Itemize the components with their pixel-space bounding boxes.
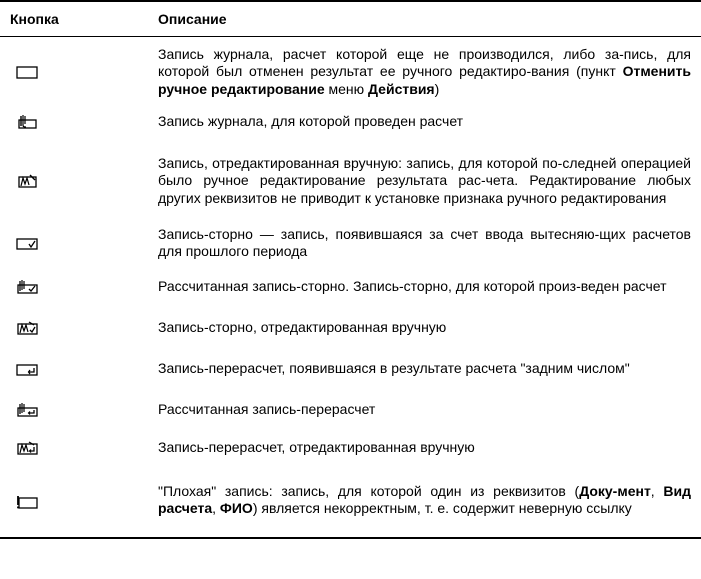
row-description: Запись-перерасчет, отредактированная вручную <box>158 439 475 456</box>
table-row <box>0 347 701 391</box>
table-row <box>0 37 701 104</box>
manually-edited-record-icon <box>14 172 40 190</box>
row-description: Рассчитанная запись-сторно. Запись-сторно, для которой произ-веден расчет <box>158 278 667 295</box>
calculated-record-icon <box>14 113 40 131</box>
row-description: Запись журнала, для которой проведен расчет <box>158 113 464 130</box>
menu-item-undo-manual-edit: Отменить ручное редактирование <box>158 63 691 97</box>
table-row <box>0 429 701 467</box>
table-row <box>0 309 701 347</box>
edited-storno-icon <box>14 319 40 337</box>
row-description: Запись-перерасчет, появившаяся в результате расчета "задним числом" <box>158 360 630 377</box>
row-description: Запись-сторно — запись, появившаяся за счет ввода вытесняю-щих расчетов для прошлого периода <box>158 225 691 259</box>
field-calc-type: Вид расчета <box>158 482 691 516</box>
bad-record-icon <box>14 493 40 511</box>
table-row <box>0 103 701 141</box>
table-row <box>0 467 701 538</box>
field-document: Доку-мент <box>579 482 651 499</box>
row-description: Запись-сторно, отредактированная вручную <box>158 319 447 336</box>
calculated-storno-icon <box>14 278 40 296</box>
table-row <box>0 141 701 221</box>
table-row <box>0 391 701 429</box>
table-row <box>0 265 701 309</box>
header-description-column: Описание <box>138 1 701 37</box>
edited-recalc-icon <box>14 439 40 457</box>
table-header-row <box>0 1 701 37</box>
row-description: Запись журнала, расчет которой еще не производился, либо за-пись, для которой был отменен результат ее ручного редактиро-вания (пункт Отменить ручное редактирование меню Действия) <box>158 45 691 97</box>
row-description: "Плохая" запись: запись, для которой один из реквизитов (Доку-мент, Вид расчета, ФИО) является некорректным, т. е. содержит неверную ссылку <box>138 467 701 538</box>
row-description: Запись, отредактированная вручную: запись, для которой по-следней операцией было ручное редактирование результата рас-чета. Редактирование любых других реквизитов не приводит к установке признака ручного редактирования <box>158 154 691 206</box>
empty-record-icon <box>14 63 40 81</box>
header-button-column: Кнопка <box>0 1 138 37</box>
calculated-recalc-icon <box>14 401 40 419</box>
row-description: Рассчитанная запись-перерасчет <box>158 401 376 418</box>
storno-record-icon <box>14 234 40 252</box>
table-row <box>0 221 701 265</box>
menu-actions: Действия <box>368 80 435 97</box>
field-full-name: ФИО <box>219 500 253 516</box>
recalc-record-icon <box>14 360 40 378</box>
